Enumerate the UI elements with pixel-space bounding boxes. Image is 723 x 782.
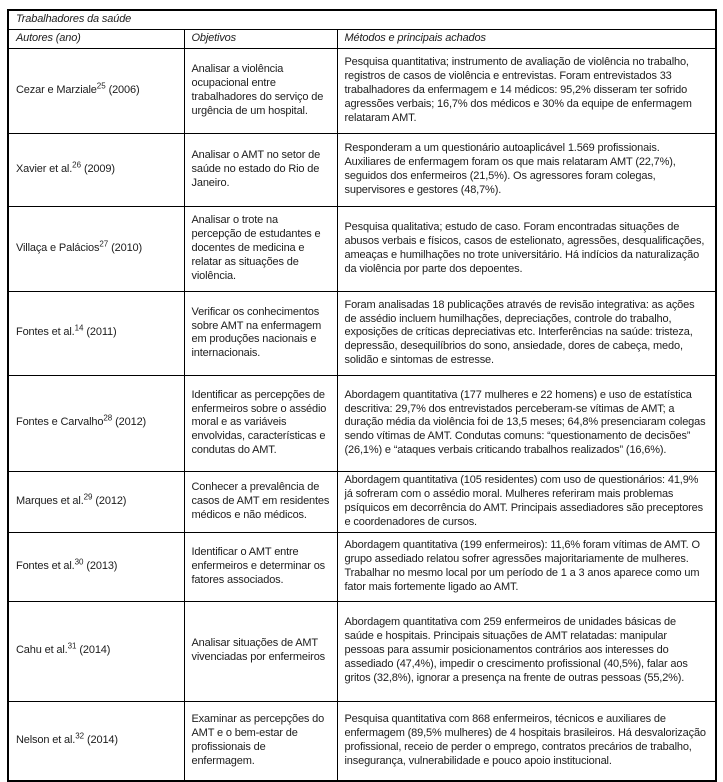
objective-cell: Examinar as percepções do AMT e o bem-estar de profissionais de enfermagem.	[184, 701, 337, 781]
table-title-row	[8, 10, 716, 29]
objective-cell: Analisar o AMT no setor de saúde no estado do Rio de Janeiro.	[184, 133, 337, 206]
objective-cell: Analisar o trote na percepção de estudantes e docentes de medicina e relatar as situações de violência.	[184, 206, 337, 291]
objective-cell: Identificar o AMT entre enfermeiros e determinar os fatores associados.	[184, 532, 337, 601]
author-name: Fontes et al.	[16, 559, 75, 572]
author-ref-superscript: 30	[74, 557, 84, 567]
author-year: (2014)	[87, 734, 118, 747]
author-ref-superscript: 14	[74, 323, 84, 333]
author-name: Nelson et al.	[16, 734, 76, 747]
author-ref-superscript: 27	[99, 239, 109, 249]
table-row	[8, 375, 716, 471]
objective-cell: Verificar os conhecimentos sobre AMT na enfermagem em produções nacionais e internacionais.	[184, 291, 337, 375]
objective-cell: Identificar as percepções de enfermeiros sobre o assédio moral e as variáveis envolvidas, características e condutas do AMT.	[184, 375, 337, 471]
author-year: (2014)	[79, 644, 111, 657]
objective-cell: Analisar a violência ocupacional entre trabalhadores do serviço de urgência de um hospital.	[184, 48, 337, 133]
author-year: (2006)	[108, 83, 140, 96]
author-ref-superscript: 25	[96, 81, 106, 91]
methods-cell: Foram analisadas 18 publicações através de revisão integrativa: as ações de assédio incluem humilhações, depreciações, controle do trabalho, exposições de críticas depreciativas etc. Interferências na saúde: tristeza, depressão, desequilíbrios do sono, ansiedade, dores de cabeça, medo, solidão e sintomas de estresse.	[337, 291, 716, 375]
objective-cell: Analisar situações de AMT vivenciadas por enfermeiros	[184, 601, 337, 701]
methods-cell: Pesquisa quantitativa; instrumento de avaliação de violência no trabalho, registros de casos de violência e entrevistas. Foram entrevistados 33 trabalhadores da enfermagem e 14 médicos: 95,2% disseram ter sofrido agressões verbais; 16,7% dos médicos e 30% da equipe de enfermagem relataram AMT.	[337, 48, 716, 133]
table-row	[8, 532, 716, 601]
author-cell	[8, 532, 184, 601]
author-cell	[8, 601, 184, 701]
author-name: Fontes et al.	[16, 326, 75, 339]
author-cell	[8, 48, 184, 133]
author-year: (2010)	[111, 241, 143, 254]
methods-cell: Responderam a um questionário autoaplicável 1.569 profissionais. Auxiliares de enfermagem foram os que mais relataram AMT (22,7%), seguidos dos enfermeiros (21,5%). Os agressores foram colegas, supervisores e gestores (48,7%).	[337, 133, 716, 206]
author-ref-superscript: 26	[72, 160, 82, 170]
author-year: (2012)	[95, 494, 127, 507]
author-ref-superscript: 31	[67, 641, 77, 651]
table-row	[8, 206, 716, 291]
col-header-objetivos: Objetivos	[184, 29, 337, 48]
author-cell	[8, 206, 184, 291]
author-year: (2011)	[86, 326, 117, 339]
author-ref-superscript: 29	[83, 492, 93, 502]
table-title: Trabalhadores da saúde	[8, 10, 716, 29]
author-cell	[8, 291, 184, 375]
col-header-metodos: Métodos e principais achados	[337, 29, 716, 48]
author-cell	[8, 133, 184, 206]
author-name: Villaça e Palácios	[16, 241, 100, 254]
author-name: Marques et al.	[16, 494, 84, 507]
methods-cell: Abordagem quantitativa (199 enfermeiros): 11,6% foram vítimas de AMT. O grupo assediado relatou sofrer agressões majoritariamente de mulheres. Trabalhar no mesmo local por um período de 1 a 3 anos aparece como um fator mais fortemente ligado ao AMT.	[337, 532, 716, 601]
table-row	[8, 48, 716, 133]
table-row	[8, 701, 716, 781]
author-year: (2013)	[86, 559, 118, 572]
methods-cell: Abordagem quantitativa (177 mulheres e 22 homens) e uso de estatística descritiva: 29,7% dos entrevistados perceberam-se vítimas de AMT; a duração média da violência foi de 13,5 meses; 64,8% presenciaram colegas sendo vítimas de AMT. Condutas comuns: “questionamento de decisões” (26,1%) e “ataques verbais criticando trabalhos realizados” (16,6%).	[337, 375, 716, 471]
author-year: (2012)	[115, 416, 147, 429]
author-cell	[8, 701, 184, 781]
methods-cell: Abordagem quantitativa com 259 enfermeiros de unidades básicas de saúde e hospitais. Principais situações de AMT relatadas: manipular pessoas para assumir posicionamentos contrários aos interesses do assediado (47,4%), impedir o crescimento profissional (40,5%), falar aos gritos (32,8%), ignorar a presença na frente de outras pessoas (55,2%).	[337, 601, 716, 701]
col-header-autores: Autores (ano)	[8, 29, 184, 48]
author-cell	[8, 375, 184, 471]
objective-cell: Conhecer a prevalência de casos de AMT em residentes médicos e não médicos.	[184, 471, 337, 532]
table-header-row	[8, 29, 716, 48]
table-row	[8, 133, 716, 206]
author-cell	[8, 471, 184, 532]
methods-cell: Pesquisa quantitativa com 868 enfermeiros, técnicos e auxiliares de enfermagem (89,5% mulheres) de 4 hospitais brasileiros. Há desvalorização profissional, receio de perder o emprego, contratos precários de trabalho, insegurança, vulnerabilidade e pouco apoio institucional.	[337, 701, 716, 781]
author-year: (2009)	[83, 162, 115, 175]
table-row	[8, 291, 716, 375]
author-name: Fontes e Carvalho	[16, 416, 104, 429]
author-name: Xavier et al.	[16, 162, 73, 175]
author-name: Cahu et al.	[16, 644, 68, 657]
studies-table	[7, 9, 717, 782]
methods-cell: Abordagem quantitativa (105 residentes) com uso de questionários: 41,9% já sofreram com o assédio moral. Mulheres referiram mais problemas psíquicos em decorrência do AMT. Principais assediadores são preceptores e coordenadores de cursos.	[337, 471, 716, 532]
table-row	[8, 601, 716, 701]
methods-cell: Pesquisa qualitativa; estudo de caso. Foram encontradas situações de abusos verbais e físicos, casos de estelionato, agressões, desqualificações, ameaças e humilhações no trote universitário. Há indícios da naturalização da violência por parte dos depoentes.	[337, 206, 716, 291]
author-ref-superscript: 28	[103, 413, 113, 423]
table-row	[8, 471, 716, 532]
author-ref-superscript: 32	[75, 731, 85, 741]
author-name: Cezar e Marziale	[16, 83, 97, 96]
